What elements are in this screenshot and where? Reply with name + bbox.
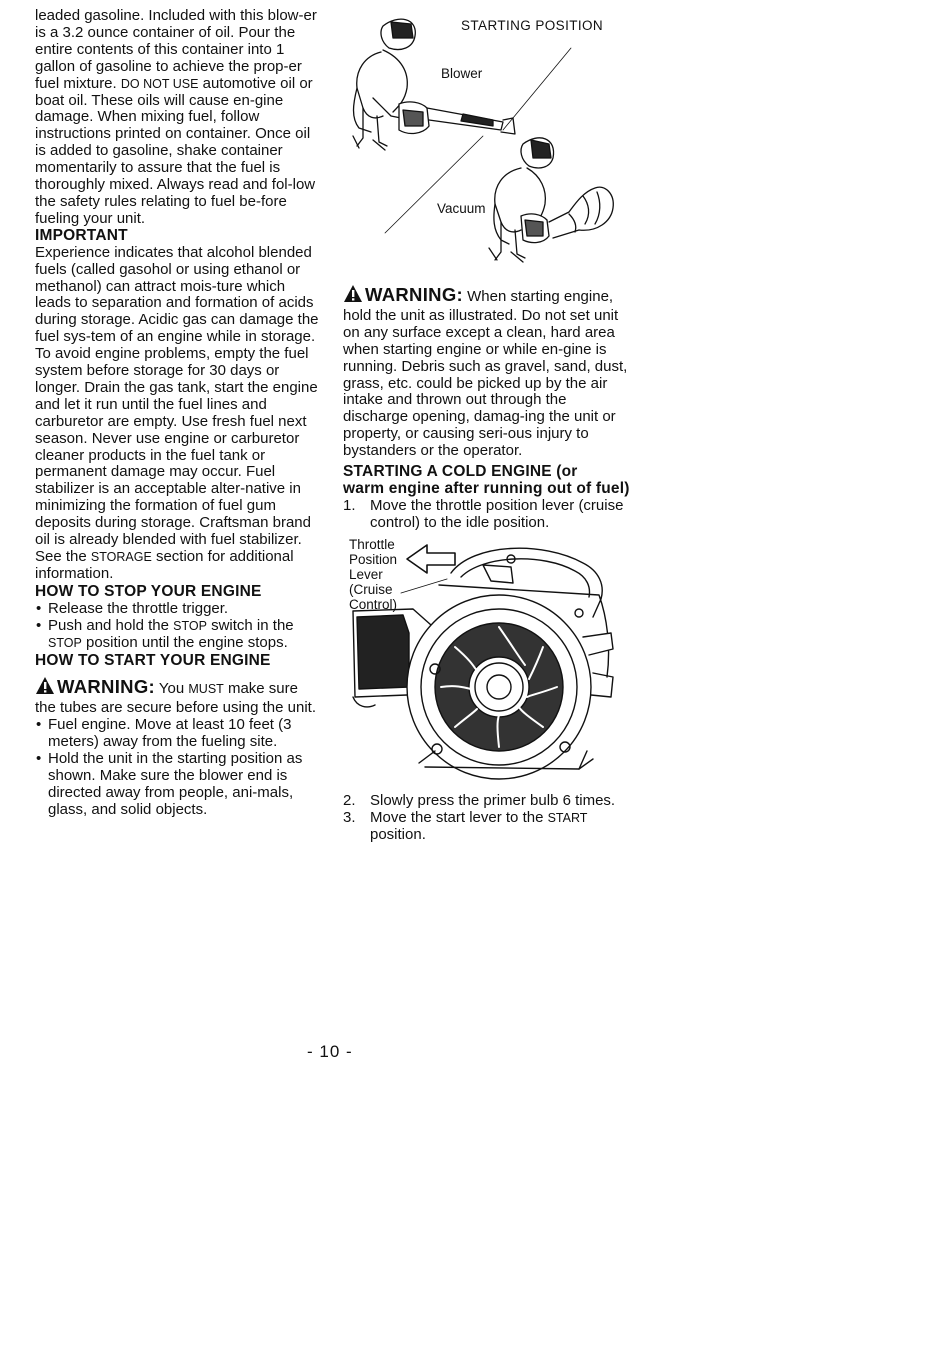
throttle-lever-figure xyxy=(343,537,633,787)
numbered-step xyxy=(343,793,633,810)
warning-label: WARNING: xyxy=(57,676,155,698)
bullet-item xyxy=(35,717,320,751)
text-run: section for additional information. xyxy=(35,548,294,582)
text-run: Push and hold the xyxy=(48,616,174,634)
steps-before-figure xyxy=(343,498,633,532)
important-heading: IMPORTANT xyxy=(35,226,128,244)
text-run: position. xyxy=(370,825,426,843)
stop-engine-list xyxy=(35,601,320,652)
small-caps-term: START xyxy=(547,810,588,825)
text-run: make sure the tubes are secure before using the unit. xyxy=(35,680,317,717)
text-run: You xyxy=(154,680,189,698)
step-number: 3. xyxy=(343,808,356,826)
step-number: 2. xyxy=(343,791,356,809)
right-column xyxy=(343,8,633,843)
start-engine-heading: HOW TO START YOUR ENGINE xyxy=(35,652,271,670)
step-text xyxy=(370,497,623,531)
starting-position-title: STARTING POSITION xyxy=(461,18,604,33)
text-run: Slowly press the primer bulb 6 times. xyxy=(370,791,616,809)
steps-after-figure xyxy=(343,793,633,844)
step-text xyxy=(370,809,587,843)
important-paragraph-1: Experience indicates that alcohol blended fuels (called gasohol or using ethanol or methanol) can attract mois-ture which leads to separation and formation of acids during storage. Acidic gas can damage the fuel sys-tem of an engine while in storage. xyxy=(35,243,319,346)
throttle-label-line: Throttle xyxy=(349,536,395,552)
text-run: switch in the xyxy=(206,616,294,634)
numbered-step xyxy=(343,498,633,532)
bullet-item xyxy=(35,601,320,618)
starting-position-illustration xyxy=(343,8,633,278)
warning-label: WARNING: xyxy=(365,284,463,305)
step-text xyxy=(370,792,615,809)
stop-engine-heading: HOW TO STOP YOUR ENGINE xyxy=(35,582,262,600)
throttle-label-line: (Cruise xyxy=(349,581,393,597)
cold-engine-heading-line2: warm engine after running out of fuel) xyxy=(343,479,630,497)
bullet-item xyxy=(35,618,320,652)
small-caps-term: STOP xyxy=(173,618,207,633)
starting-position-figure xyxy=(343,8,633,278)
small-caps-term: DO NOT USE xyxy=(120,76,199,91)
text-run: To avoid engine problems, empty the fuel system before storage for 30 days or longer. Drain the gas tank, start the engine and let it run until the fuel lines and carburetor are empty. Use fresh fuel next season. Never use engine or carburetor cleaner products in the fuel tank or permanent damage may occur. Fuel stabilizer is an acceptable alter-native in minimizing the formation of fuel gum deposits during storage. Craftsman brand oil is already blended with fuel stabilizer. See the xyxy=(35,345,318,565)
small-caps-term: STOP xyxy=(48,635,82,650)
warning-triangle-icon xyxy=(35,676,55,700)
text-run: automotive oil or boat oil. These oils will cause en-gine damage. When mixing fuel, follow instructions printed on container. Once oil is added to gasoline, shake container momentarily to assure that the fuel is thoroughly mixed. Always read and fol-low the safety rules relating to fuel be-fore fueling your unit. xyxy=(35,74,316,227)
text-run: leaded gasoline. Included with this blow-er is a 3.2 ounce container of oil. Pour the entire contents of this container into 1 gallon of gasoline to achieve the prop-er fuel mixture. xyxy=(35,7,317,92)
small-caps-term: MUST xyxy=(188,682,224,697)
throttle-label-line: Control) xyxy=(349,596,398,612)
small-caps-term: STORAGE xyxy=(90,550,152,564)
starting-warning xyxy=(343,284,633,460)
warning-text xyxy=(343,288,627,459)
text-run: position until the engine stops. xyxy=(81,633,288,651)
left-column xyxy=(35,8,320,819)
text-run: Move the start lever to the xyxy=(370,808,548,826)
blower-label: Blower xyxy=(441,66,483,81)
throttle-lever-label xyxy=(349,537,397,612)
important-paragraph-2 xyxy=(35,346,320,583)
numbered-step xyxy=(343,810,633,844)
warning-triangle-icon xyxy=(343,284,363,308)
text-run: Fuel engine. Move at least 10 feet (3 meters) away from the fueling site. xyxy=(48,716,292,751)
text-run: Move the throttle position lever (cruise control) to the idle position. xyxy=(370,496,624,531)
tube-warning xyxy=(35,676,320,717)
step-number: 1. xyxy=(343,496,356,514)
text-run: Release the throttle trigger. xyxy=(48,599,229,617)
vacuum-label: Vacuum xyxy=(437,201,486,216)
throttle-label-line: Lever xyxy=(349,566,383,582)
cold-engine-heading-line1: STARTING A COLD ENGINE (or xyxy=(343,463,578,481)
throttle-label-line: Position xyxy=(349,551,398,567)
page-number: - 10 - xyxy=(307,1042,353,1061)
start-engine-list xyxy=(35,717,320,818)
bullet-item xyxy=(35,751,320,819)
text-run: Hold the unit in the starting position as shown. Make sure the blower end is directed away from people, ani-mals, glass, and solid objects. xyxy=(48,749,303,818)
fuel-intro-paragraph xyxy=(35,8,320,228)
text-run: When starting engine, hold the unit as illustrated. Do not set unit on any surface except a clean, hard area when starting engine or while en-gine is running. Debris such as gravel, sand, dust, grass, etc. could be picked up by the air intake and thrown out through the discharge opening, damag-ing the unit or property, or causing seri-ous injury to bystanders or the operator. xyxy=(343,288,628,460)
